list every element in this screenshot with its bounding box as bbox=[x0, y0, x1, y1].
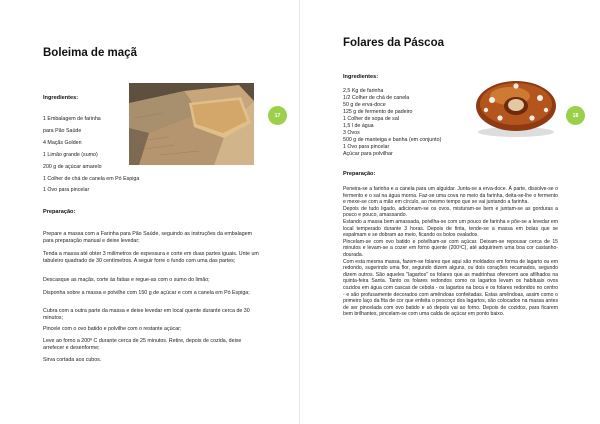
ingredient-item: 4 Maçãs Golden bbox=[43, 140, 82, 146]
preparation-step: Tenda a massa até obter 3 milímetros de espessura e corte em duas partes iguais. Unte um tabuleiro quadrado de 30 centímetros. A seguir forre o fundo com uma das partes; bbox=[43, 251, 259, 265]
preparation-text: Peneira-se a farinha e a canela para um alguidar. Junta-se a erva-doce. À parte, dissolve-se o fermento e o sal na água morna. Faz-se uma cova no meio da farinha, deita-se-lhe o fermento e mexe-se com a mão em círculo, ao mesmo tempo que se vai juntando a farinha. Depois de tudo ligado, adicionam-se os ovos, misturam-se bem e juntam-se as gorduras a pouco e pouco, amassando. Estando a massa bem amassada, polvilha-se com um pouco de farinha e põe-se a levedar em local temperado durante 3 horas. Depois de finta, tende-se a massa em bolas que se espalmam e se dobram ao meio, ficando os bolos ovalados. Pincelam-se com ovo batido e polvilham-se com açúcar. Deixam-se repousar cerca de 15 minutos e levam-se a cozer em forno quente (200ºC), até adquirirem uma boa cor castanho-dourada. Com esta mesma massa, fazem-se folares que aqui são moldados em forma de lagarto ou em redondo, sugerindo uma flor, segundo dizem alguns, ou dois corações recamados, segundo dizem outros. São aqueles "lagartos" os folares que as madrinhas oferecem aos afilhados na quinta-feira Santa. Tanto os folares redondos como os lagartos levam os habituais ovos cozidos em água com cascas de cebola - os lagartos na boca e os folares redondos no centro - e são profusamente decorados com amêndoas confeitadas. Estas amêndoas, assim como o primeiro laço da fita de cor que enfeita o pescoço dos lagartos, são colocados na massa antes de ser pincelada com ovo batido e só depois vai ao forno. Depois de cozidos, para ficarem bem brilhantes, pincelam-se com uma calda de açúcar em ponto baixo. bbox=[343, 186, 558, 318]
ingredients-label-right: Ingredientes: bbox=[343, 74, 379, 80]
ingredient-item: 3 Ovos bbox=[343, 130, 360, 136]
preparation-step: Prepare a massa com a Farinha para Pão Saúde, seguindo as instruções da embalagem para preparação manual e deixe levedar; bbox=[43, 231, 253, 245]
ingredient-item: 500 g de manteiga e banha (em conjunto) bbox=[343, 137, 442, 143]
ingredient-item: Açúcar para polvilhar bbox=[343, 151, 393, 157]
ingredient-item: 125 g de fermento de padeiro bbox=[343, 109, 413, 115]
ingredient-item: 1 Ovo para pincelar bbox=[343, 144, 390, 150]
book-spine bbox=[299, 0, 300, 424]
ingredient-item: 1 Colher de sopa de sal bbox=[343, 116, 399, 122]
ingredient-item: 1 Ovo para pincelar bbox=[43, 187, 90, 193]
ingredient-item: para Pão Saúde bbox=[43, 128, 82, 134]
ingredients-label-left: Ingredientes: bbox=[43, 95, 79, 101]
page-number-badge-left: 17 bbox=[268, 106, 287, 125]
ingredient-item: 1 Embalagem de farinha bbox=[43, 116, 101, 122]
preparation-label-right: Preparação: bbox=[343, 171, 376, 177]
preparation-step: Disponha sobre a massa e polvilhe com 150 g de açúcar e com a canela em Pó Espiga; bbox=[43, 290, 250, 296]
ingredient-item: 200 g de açúcar amarelo bbox=[43, 164, 102, 170]
preparation-label-left: Preparação: bbox=[43, 209, 76, 215]
ingredient-item: 1 Colher de chá de canela em Pó Espiga bbox=[43, 176, 140, 182]
folar-photo bbox=[470, 70, 562, 140]
ingredient-item: 2,5 Kg de farinha bbox=[343, 88, 384, 94]
ingredient-item: 1 Limão grande (sumo) bbox=[43, 152, 98, 158]
ingredient-item: 50 g de erva-doce bbox=[343, 102, 386, 108]
ingredient-item: 1/2 Colher de chá de canela bbox=[343, 95, 410, 101]
preparation-step: Leve ao forno a 200º C durante cerca de 25 minutos. Retire, depois de cozida, deixe arrefecer e desenforme; bbox=[43, 338, 242, 352]
page-number-badge-right: 18 bbox=[566, 106, 585, 125]
ingredient-item: 1,5 l de água bbox=[343, 123, 374, 129]
recipe-title-folares: Folares da Páscoa bbox=[343, 37, 444, 49]
preparation-step: Cubra com a outra parte da massa e deixe levedar em local quente durante cerca de 30 minutos; bbox=[43, 308, 250, 322]
boleima-photo bbox=[129, 83, 254, 165]
recipe-title-boleima: Boleima de maçã bbox=[43, 47, 137, 59]
preparation-step: Pincele com o ovo batido e polvilhe com o restante açúcar; bbox=[43, 326, 182, 332]
preparation-step: Sirva cortada aos cubos. bbox=[43, 357, 102, 363]
preparation-step: Descasque as maçãs, corte às fatias e regue-as com o sumo do limão; bbox=[43, 277, 210, 283]
